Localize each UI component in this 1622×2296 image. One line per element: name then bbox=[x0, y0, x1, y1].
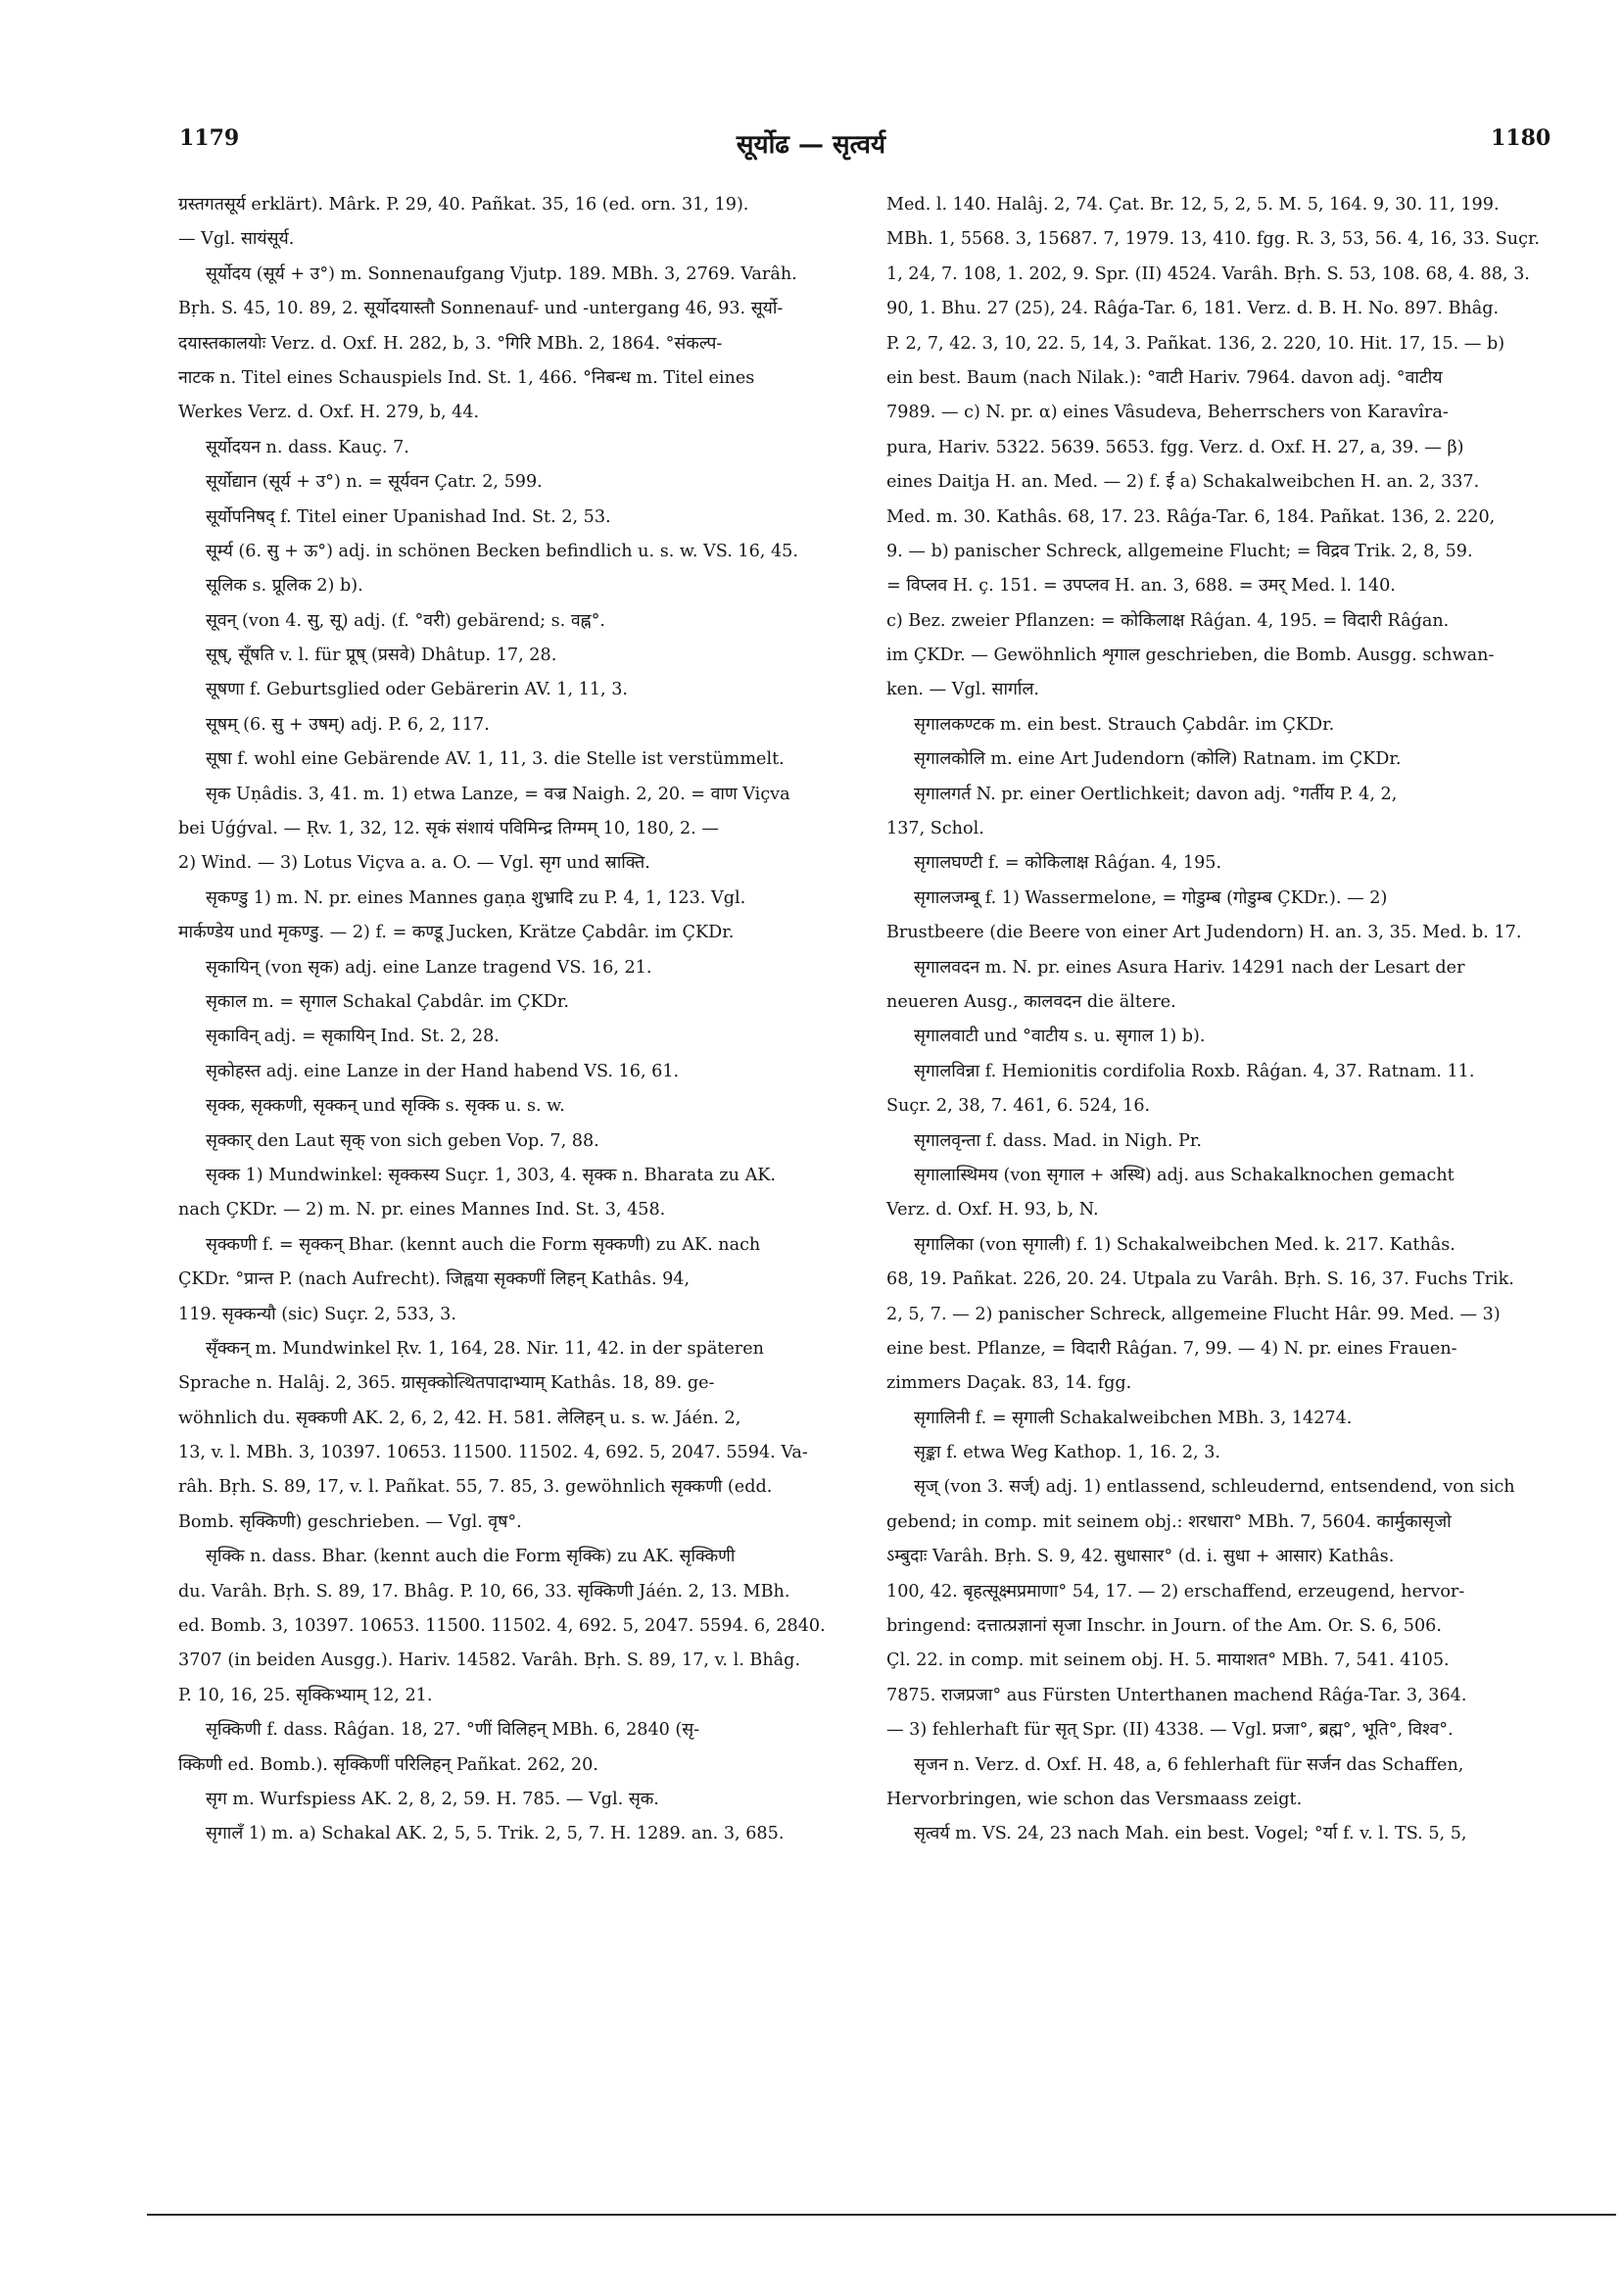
text-line: Sprache n. Halâj. 2, 365. ग्रासृक्कोत्थितपादाभ्याम् Kathâs. 18, 89. ge- bbox=[178, 1373, 715, 1394]
text-line: zimmers Daçak. 83, 14. fgg. bbox=[886, 1373, 1132, 1394]
text-line: pura, Hariv. 5322. 5639. 5653. fgg. Verz. d. Oxf. H. 27, a, 39. — β) bbox=[886, 437, 1464, 457]
text-line: neueren Ausg., कालवदन die ältere. bbox=[886, 991, 1176, 1012]
text-line: 1, 24, 7. 108, 1. 202, 9. Spr. (II) 4524. Varâh. Bṛh. S. 53, 108. 68, 4. 88, 3. bbox=[886, 263, 1530, 284]
text-line: = विप्लव H. ç. 151. = उपप्लव H. an. 3, 688. = उमर् Med. l. 140. bbox=[886, 576, 1396, 597]
text-line: सृगालवाटी und °वाटीय s. u. सृगाल 1) b). bbox=[914, 1027, 1206, 1047]
text-line: râh. Bṛh. S. 89, 17, v. l. Pañkat. 55, 7. 85, 3. gewöhnlich सृक्कणी (edd. bbox=[178, 1477, 773, 1498]
text-line: 137, Schol. bbox=[886, 819, 984, 839]
text-line: ein best. Baum (nach Nilak.): °वाटी Hariv. 7964. davon adj. °वाटीय bbox=[886, 367, 1443, 388]
text-line: Suçr. 2, 38, 7. 461, 6. 524, 16. bbox=[886, 1096, 1151, 1117]
text-line: सृगालास्थिमय (von सृगाल + अस्थि) adj. aus Schakalknochen gemacht bbox=[914, 1165, 1455, 1185]
text-line: Brustbeere (die Beere von einer Art Judendorn) H. an. 3, 35. Med. b. 17. bbox=[886, 923, 1522, 943]
text-line: नाटक n. Titel eines Schauspiels Ind. St. 1, 466. °निबन्ध m. Titel eines bbox=[178, 367, 755, 388]
text-line: सृगालिका (von सृगाली) f. 1) Schakalweibchen Med. k. 217. Kathâs. bbox=[914, 1234, 1455, 1255]
text-line: wöhnlich du. सृक्कणी AK. 2, 6, 2, 42. H. 581. लेलिहन् u. s. w. Jáén. 2, bbox=[178, 1408, 741, 1428]
text-line: सृगालगर्त N. pr. einer Oertlichkeit; davon adj. °गर्तीय P. 4, 2, bbox=[914, 784, 1398, 804]
text-line: 68, 19. Pañkat. 226, 20. 24. Utpala zu Varâh. Bṛh. S. 16, 37. Fuchs Trik. bbox=[886, 1269, 1514, 1290]
text-line: सूषणा f. Geburtsglied oder Gebärerin AV. 1, 11, 3. bbox=[206, 680, 629, 700]
text-line: c) Bez. zweier Pflanzen: = कोकिलाक्ष Râǵan. 4, 195. = विदारी Râǵan. bbox=[886, 610, 1450, 631]
text-line: ken. — Vgl. सार्गाल. bbox=[886, 680, 1039, 700]
text-line: सृगालवृन्ता f. dass. Mad. in Nigh. Pr. bbox=[914, 1130, 1202, 1151]
text-line: सूर्योदयन n. dass. Kauç. 7. bbox=[206, 437, 409, 457]
text-line: ऽम्बुदाः Varâh. Bṛh. S. 9, 42. सुधासार° (d. i. सुधा + आसार) Kathâs. bbox=[886, 1547, 1395, 1567]
text-line: सूष्, सूँषति v. l. für प्रूष् (प्रसवे) Dhâtup. 17, 28. bbox=[206, 646, 557, 666]
text-line: — 3) fehlerhaft für सृत् Spr. (II) 4338. — Vgl. प्रजा°, ब्रह्म°, भूति°, विश्व°. bbox=[886, 1720, 1454, 1741]
text-line: 119. सृक्कन्यौ (sic) Suçr. 2, 533, 3. bbox=[178, 1304, 456, 1324]
text-line: 100, 42. बृहत्सूक्ष्मप्रमाणा° 54, 17. — 2) erschaffend, erzeugend, hervor- bbox=[886, 1581, 1465, 1602]
text-line: सृगालवदन m. N. pr. eines Asura Hariv. 14291 nach der Lesart der bbox=[914, 957, 1465, 978]
page-number-left: 1179 bbox=[179, 125, 240, 151]
text-line: सृगालँ 1) m. a) Schakal AK. 2, 5, 5. Trik. 2, 5, 7. H. 1289. an. 3, 685. bbox=[206, 1824, 785, 1844]
text-line: सृज् (von 3. सर्ज्) adj. 1) entlassend, schleudernd, entsendend, von sich bbox=[914, 1477, 1515, 1498]
text-line: ग्रस्तगतसूर्य erklärt). Mârk. P. 29, 40. Pañkat. 35, 16 (ed. orn. 31, 19). bbox=[178, 195, 749, 215]
text-line: सृगालघण्टी f. = कोकिलाक्ष Râǵan. 4, 195. bbox=[914, 853, 1222, 874]
text-line: सृक्कार् den Laut सृक् von sich geben Vop. 7, 88. bbox=[206, 1130, 599, 1151]
text-line: P. 2, 7, 42. 3, 10, 22. 5, 14, 3. Pañkat. 136, 2. 220, 10. Hit. 17, 15. — b) bbox=[886, 333, 1505, 354]
text-line: सृकण्डु 1) m. N. pr. eines Mannes gaṇa शुभ्रादि zu P. 4, 1, 123. Vgl. bbox=[206, 887, 746, 908]
bottom-rule bbox=[147, 2214, 1616, 2216]
text-line: सृक्क 1) Mundwinkel: सृक्कस्य Suçr. 1, 303, 4. सृक्क n. Bharata zu AK. bbox=[206, 1165, 777, 1185]
text-line: सृग m. Wurfspiess AK. 2, 8, 2, 59. H. 785. — Vgl. सृक. bbox=[206, 1789, 659, 1809]
text-line: सूर्म्य (6. सु + ऊ°) adj. in schönen Becken befindlich u. s. w. VS. 16, 45. bbox=[206, 541, 798, 561]
text-line: Çl. 22. in comp. mit seinem obj. H. 5. मायाशत° MBh. 7, 541. 4105. bbox=[886, 1650, 1450, 1671]
text-line: 7875. राजप्रजा° aus Fürsten Unterthanen machend Râǵa-Tar. 3, 364. bbox=[886, 1685, 1467, 1705]
text-line: सृक्किणी f. dass. Râǵan. 18, 27. °णीं विलिहन् MBh. 6, 2840 (सृ- bbox=[206, 1720, 700, 1741]
text-line: 2) Wind. — 3) Lotus Viçva a. a. O. — Vgl. सृग und स्राक्ति. bbox=[178, 853, 650, 874]
text-line: सूषम् (6. सु + उषम्) adj. P. 6, 2, 117. bbox=[206, 714, 490, 735]
text-line: सृगालजम्बू f. 1) Wassermelone, = गोडुम्ब (गोडुम्ब ÇKDr.). — 2) bbox=[914, 887, 1388, 908]
text-line: सृत्वर्य m. VS. 24, 23 nach Mah. ein best. Vogel; °र्या f. v. l. TS. 5, 5, bbox=[914, 1824, 1467, 1844]
text-line: du. Varâh. Bṛh. S. 89, 17. Bhâg. P. 10, 66, 33. सृक्किणी Jáén. 2, 13. MBh. bbox=[178, 1581, 790, 1602]
text-line: सृगालिनी f. = सृगाली Schakalweibchen MBh. 3, 14274. bbox=[914, 1408, 1353, 1428]
text-line: दयास्तकालयोः Verz. d. Oxf. H. 282, b, 3. °गिरि MBh. 2, 1864. °संकल्प- bbox=[178, 333, 723, 354]
text-line: Med. m. 30. Kathâs. 68, 17. 23. Râǵa-Tar. 6, 184. Pañkat. 136, 2. 220, bbox=[886, 506, 1496, 527]
text-line: ÇKDr. °प्रान्त P. (nach Aufrecht). जिह्वया सृक्कणीं लिहन् Kathâs. 94, bbox=[178, 1269, 691, 1290]
text-line: 13, v. l. MBh. 3, 10397. 10653. 11500. 11502. 4, 692. 5, 2047. 5594. Va- bbox=[178, 1443, 808, 1463]
text-line: 7989. — c) N. pr. α) eines Vâsudeva, Beherrschers von Karavîra- bbox=[886, 403, 1449, 423]
text-line: 90, 1. Bhu. 27 (25), 24. Râǵa-Tar. 6, 181. Verz. d. B. H. No. 897. Bhâg. bbox=[886, 299, 1500, 319]
text-line: nach ÇKDr. — 2) m. N. pr. eines Mannes Ind. St. 3, 458. bbox=[178, 1200, 666, 1220]
text-line: bei Uǵǵval. — Ṛv. 1, 32, 12. सृकं संशायं पविमिन्द्र तिग्मम् 10, 180, 2. — bbox=[178, 819, 719, 839]
text-line: Med. l. 140. Halâj. 2, 74. Çat. Br. 12, 5, 2, 5. M. 5, 164. 9, 30. 11, 199. bbox=[886, 195, 1500, 215]
text-line: सृङ्का f. etwa Weg Kathop. 1, 16. 2, 3. bbox=[914, 1443, 1220, 1463]
text-line: Hervorbringen, wie schon das Versmaass zeigt. bbox=[886, 1789, 1303, 1809]
left-column bbox=[178, 188, 852, 1852]
text-line: सृगालकोलि m. eine Art Judendorn (कोलि) Ratnam. im ÇKDr. bbox=[914, 749, 1402, 770]
text-line: Verz. d. Oxf. H. 93, b, N. bbox=[886, 1200, 1099, 1220]
text-line: सृक Uṇâdis. 3, 41. m. 1) etwa Lanze, = वज्र Naigh. 2, 20. = वाण Viçva bbox=[206, 784, 790, 804]
text-line: — Vgl. सायंसूर्य. bbox=[178, 229, 295, 250]
text-line: सृजन n. Verz. d. Oxf. H. 48, a, 6 fehlerhaft für सर्जन das Schaffen, bbox=[914, 1754, 1464, 1775]
text-line: सूलिक s. प्रूलिक 2) b). bbox=[206, 576, 363, 597]
text-line: सृकाल m. = सृगाल Schakal Çabdâr. im ÇKDr. bbox=[206, 991, 569, 1012]
text-line: 2, 5, 7. — 2) panischer Schreck, allgemeine Flucht Hâr. 99. Med. — 3) bbox=[886, 1304, 1501, 1324]
text-line: Bṛh. S. 45, 10. 89, 2. सूर्योदयास्तौ Sonnenauf- und -untergang 46, 93. सूर्यो- bbox=[178, 299, 784, 319]
text-line: gebend; in comp. mit seinem obj.: शरधारा° MBh. 7, 5604. कार्मुकासृजो bbox=[886, 1511, 1452, 1532]
text-line: bringend: दत्तात्प्रज्ञानां सृजा Inschr. in Journ. of the Am. Or. S. 6, 506. bbox=[886, 1616, 1442, 1637]
right-column bbox=[886, 188, 1572, 1852]
text-line: 3707 (in beiden Ausgg.). Hariv. 14582. Varâh. Bṛh. S. 89, 17, v. l. Bhâg. bbox=[178, 1650, 801, 1671]
text-line: सृकाविन् adj. = सृकायिन् Ind. St. 2, 28. bbox=[206, 1027, 500, 1047]
text-line: ed. Bomb. 3, 10397. 10653. 11500. 11502. 4, 692. 5, 2047. 5594. 6, 2840. bbox=[178, 1616, 826, 1637]
text-line: सूवन् (von 4. सु, सू) adj. (f. °वरी) gebärend; s. वह्न°. bbox=[206, 610, 605, 631]
text-line: सृगालकण्टक m. ein best. Strauch Çabdâr. im ÇKDr. bbox=[914, 714, 1335, 735]
text-line: P. 10, 16, 25. सृक्किभ्याम् 12, 21. bbox=[178, 1685, 433, 1705]
text-line: im ÇKDr. — Gewöhnlich शृगाल geschrieben, die Bomb. Ausgg. schwan- bbox=[886, 646, 1495, 666]
text-line: eine best. Pflanze, = विदारी Râǵan. 7, 99. — 4) N. pr. eines Frauen- bbox=[886, 1338, 1457, 1359]
text-line: सूर्योद्यान (सूर्य + उ°) n. = सूर्यवन Çatr. 2, 599. bbox=[206, 472, 543, 493]
text-line: Bomb. सृक्किणी) geschrieben. — Vgl. वृष°. bbox=[178, 1511, 522, 1532]
text-line: सूर्योदय (सूर्य + उ°) m. Sonnenaufgang Vjutp. 189. MBh. 3, 2769. Varâh. bbox=[206, 263, 797, 284]
page-number-right: 1180 bbox=[1491, 125, 1551, 151]
text-line: Werkes Verz. d. Oxf. H. 279, b, 44. bbox=[178, 403, 480, 423]
text-line: सृक्कणी f. = सृक्कन् Bhar. (kennt auch die Form सृक्कणी) zu AK. nach bbox=[206, 1234, 761, 1255]
text-line: क्किणी ed. Bomb.). सृक्किणीं परिलिहन् Pañkat. 262, 20. bbox=[178, 1754, 598, 1775]
text-line: सृकोहस्त adj. eine Lanze in der Hand habend VS. 16, 61. bbox=[206, 1061, 680, 1081]
text-line: सूषा f. wohl eine Gebärende AV. 1, 11, 3. die Stelle ist verstümmelt. bbox=[206, 749, 785, 770]
text-line: सृक्क, सृक्कणी, सृक्कन् und सृक्कि s. सृक्क u. s. w. bbox=[206, 1096, 565, 1117]
text-line: eines Daitja H. an. Med. — 2) f. ई a) Schakalweibchen H. an. 2, 337. bbox=[886, 472, 1480, 493]
text-line: MBh. 1, 5568. 3, 15687. 7, 1979. 13, 410. fgg. R. 3, 53, 56. 4, 16, 33. Suçr. bbox=[886, 229, 1541, 250]
text-line: मार्कण्डेय und मृकण्डु. — 2) f. = कण्डू Jucken, Krätze Çabdâr. im ÇKDr. bbox=[178, 923, 735, 943]
text-line: सृकायिन् (von सृक) adj. eine Lanze tragend VS. 16, 21. bbox=[206, 957, 652, 978]
text-line: सूर्योपनिषद् f. Titel einer Upanishad Ind. St. 2, 53. bbox=[206, 506, 611, 527]
text-line: सृँक्कन् m. Mundwinkel Ṛv. 1, 164, 28. Nir. 11, 42. in der späteren bbox=[206, 1338, 764, 1359]
text-line: 9. — b) panischer Schreck, allgemeine Flucht; = विद्रव Trik. 2, 8, 59. bbox=[886, 541, 1473, 561]
text-line: सृगालविन्ना f. Hemionitis cordifolia Roxb. Râǵan. 4, 37. Ratnam. 11. bbox=[914, 1061, 1475, 1081]
text-line: सृक्कि n. dass. Bhar. (kennt auch die Form सृक्कि) zu AK. सृक्किणी bbox=[206, 1547, 736, 1567]
running-head: सूर्योढ — सृत्वर्य bbox=[736, 130, 886, 160]
